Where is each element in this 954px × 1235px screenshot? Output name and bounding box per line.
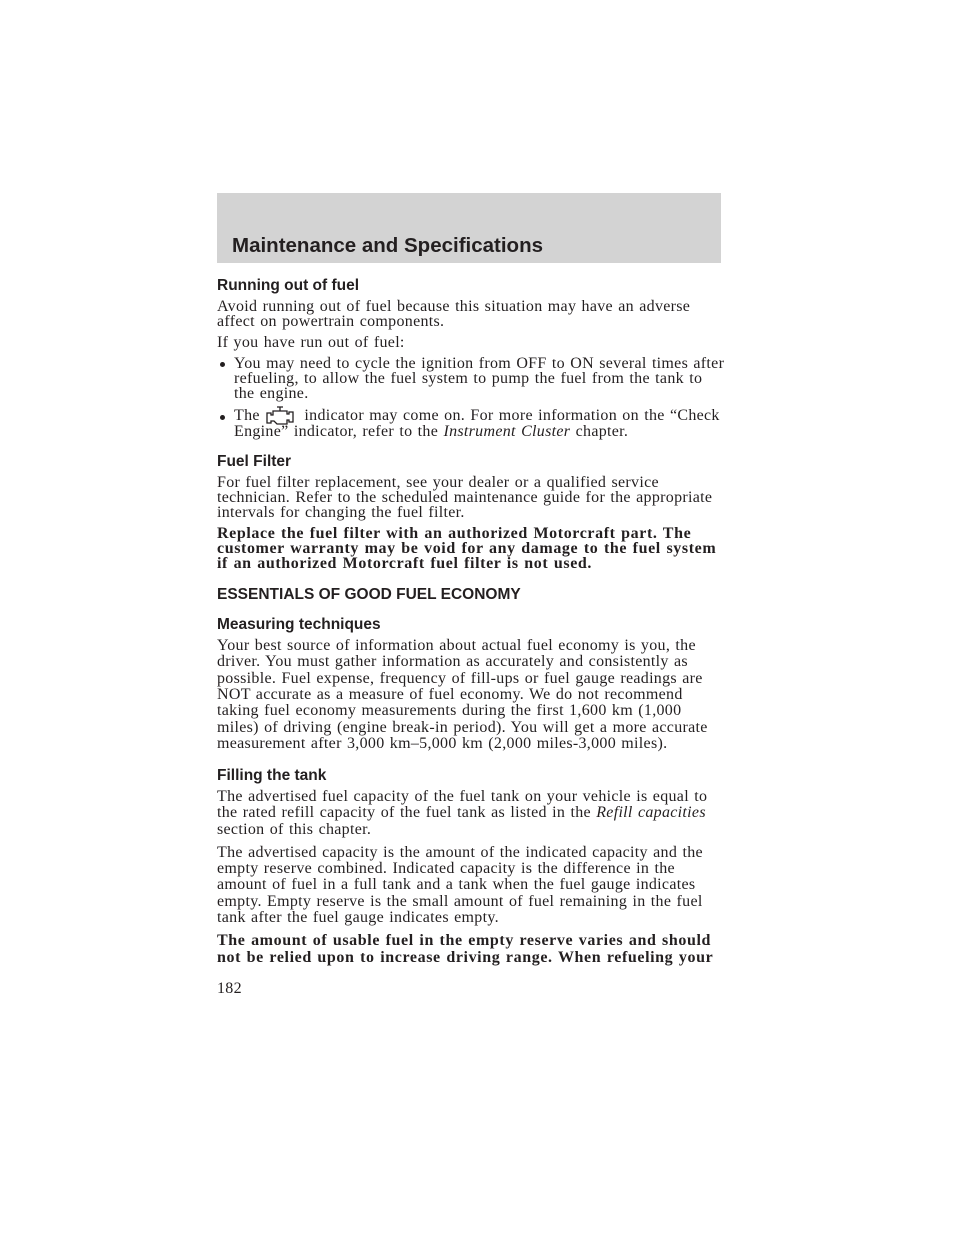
text-run: The [234,407,260,425]
bullet-icon [220,415,225,420]
text-line: taking fuel economy measurements during the first 1,600 km (1,000 [217,702,682,720]
bullet-item-cycle-ignition [234,356,724,401]
text-line: NOT accurate as a measure of fuel economy. We do not recommend [217,685,683,703]
text-line: The advertised fuel capacity of the fuel tank on your vehicle is equal to [217,787,708,805]
text-line: possible. Fuel expense, frequency of fill-ups or fuel gauge readings are [217,669,703,687]
text-line: affect on powertrain components. [217,312,445,330]
text-line: intervals for changing the fuel filter. [217,503,465,521]
paragraph-fuel-filter [217,475,712,520]
section-reference: Refill capacities [596,804,706,822]
text-line: empty. Empty reserve is the small amount of fuel remaining in the fuel [217,892,703,910]
text-line: section of this chapter. [217,820,372,838]
text-line: For fuel filter replacement, see your dealer or a qualified service [217,473,659,491]
text-line: Replace the fuel filter with an authorized Motorcraft part. The [217,524,692,542]
text-line: amount of fuel in a full tank and a tank when the fuel gauge indicates [217,876,696,894]
paragraph-run-out-lead-in [217,335,405,350]
text-run: indicator may come on. For more information on the “Check [304,407,720,425]
chapter-reference: Instrument Cluster [443,423,571,441]
paragraph-advertised-capacity [217,789,707,839]
check-engine-icon [265,404,295,427]
heading-measuring-techniques: Measuring techniques [217,616,381,633]
warning-fuel-filter [217,526,716,571]
text-line: tank after the fuel gauge indicates empty. [217,908,499,926]
section-header-band [217,193,721,263]
bullet-icon [220,362,225,367]
text-line: technician. Refer to the scheduled maintenance guide for the appropriate [217,488,713,506]
text-line: if an authorized Motorcraft fuel filter is not used. [217,554,593,572]
text-line: empty reserve combined. Indicated capacity is the difference in the [217,860,675,878]
text-line: customer warranty may be void for any damage to the fuel system [217,539,717,557]
text-line: miles) of driving (engine break-in period). You will get a more accurate [217,718,708,736]
text-line: measurement after 3,000 km–5,000 km (2,000 miles-3,000 miles). [217,734,668,752]
text-line: The amount of usable fuel in the empty reserve varies and should [217,931,712,949]
paragraph-empty-reserve [217,845,703,926]
heading-running-out-of-fuel: Running out of fuel [217,277,360,294]
text-line: Your best source of information about actual fuel economy is you, the [217,636,696,654]
page-number-text: 182 [217,980,242,997]
paragraph-running-out-intro [217,299,690,330]
text-line: not be relied upon to increase driving range. When refueling your [217,948,714,966]
text-run: chapter. [575,423,629,441]
text-line: Avoid running out of fuel because this situation may have an adverse [217,297,691,315]
page-title: Maintenance and Specifications [232,234,543,257]
check-engine-icon-outline [267,407,293,424]
text-run: the rated refill capacity of the fuel tank as listed in the [217,804,591,822]
text-line [217,805,707,822]
page-number [217,981,242,997]
text-line [234,424,720,440]
warning-empty-reserve [217,932,713,966]
bullet-item-indicator [234,408,720,440]
text-line: driver. You must gather information as accurately and consistently as [217,653,688,671]
text-line: If you have run out of fuel: [217,333,405,351]
heading-filling-the-tank: Filling the tank [217,767,327,784]
text-line [234,408,720,424]
text-line: the engine. [234,384,309,402]
text-run: Engine” indicator, refer to the [234,423,439,441]
text-line: The advertised capacity is the amount of the indicated capacity and the [217,843,703,861]
heading-fuel-filter: Fuel Filter [217,453,292,470]
heading-fuel-economy: ESSENTIALS OF GOOD FUEL ECONOMY [217,586,521,603]
text-line: refueling, to allow the fuel system to pump the fuel from the tank to [234,369,703,387]
paragraph-measuring-techniques [217,638,708,752]
text-line: You may need to cycle the ignition from OFF to ON several times after [234,354,725,372]
